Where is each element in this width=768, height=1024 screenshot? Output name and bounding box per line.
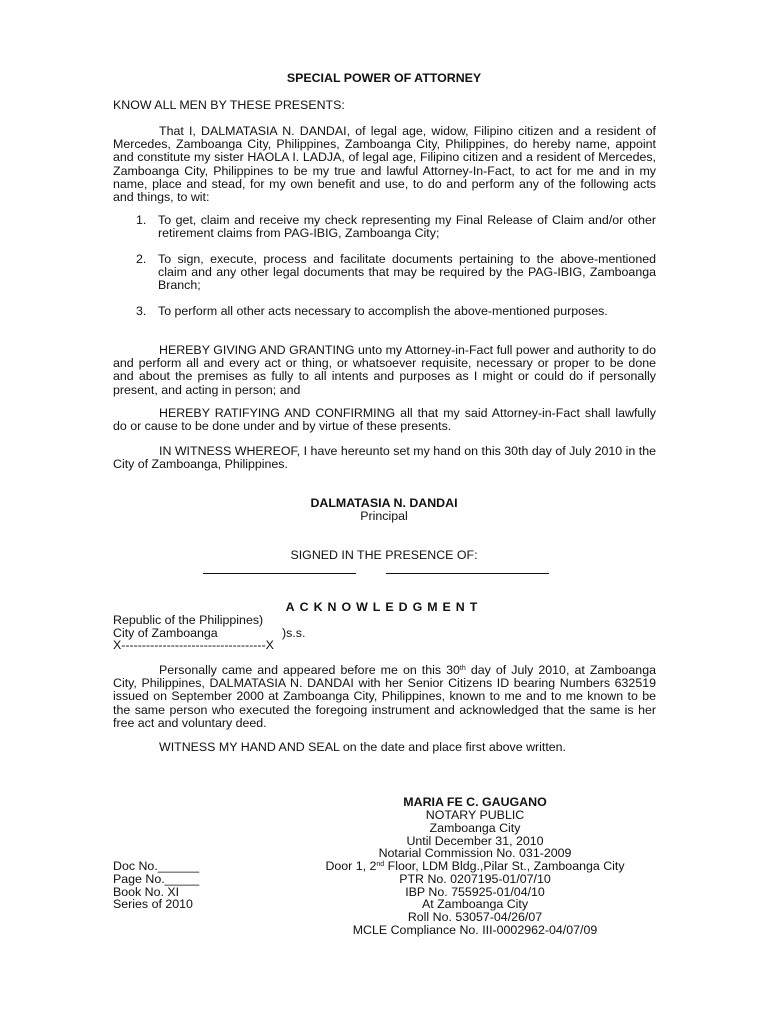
doc-no: Doc No.______ (113, 859, 200, 873)
act-number: 2. (136, 252, 147, 266)
notary-commission: Notarial Commission No. 031-2009 (378, 846, 572, 860)
ordinal-suffix: th (459, 665, 466, 672)
ordinal-suffix: nd (376, 861, 385, 868)
notary-ptr: PTR No. 0207195-01/07/10 (399, 872, 551, 886)
document-title: SPECIAL POWER OF ATTORNEY (286, 71, 482, 85)
act-text: To perform all other acts necessary to accomplish the above-mentioned purposes. (158, 304, 608, 318)
venue-line-3: X-----------------------------------X (113, 638, 274, 652)
notary-ibp: IBP No. 755925-01/04/10 (405, 885, 545, 899)
act-item-2 (136, 253, 656, 293)
notary-name: MARIA FE C. GAUGANO (403, 795, 547, 809)
ack-text-part-2: day of July 2010, at Zamboanga City, Philippines, DALMATASIA N. DANDAI with her Senior Citizens ID bearing Numbers 632519 issued on September 2000 at Zamboanga City, Philippines, known to me and to me known to be the same person who executed the foregoing instrument and acknowledged that the same is her free act and voluntary deed. (113, 663, 656, 730)
acknowledgment-heading: ACKNOWLEDGMENT (285, 600, 483, 614)
granting-paragraph: HEREBY GIVING AND GRANTING unto my Attorney-in-Fact full power and authority to do and perform all and every act or thing, or whatsoever requisite, necessary or proper to be done and about the premises as fully to all intents and purposes as I might or could do if personally present, and acting in person; and (113, 343, 656, 397)
principal-name: DALMATASIA N. DANDAI (310, 496, 458, 510)
act-item-1 (136, 214, 656, 240)
page-no: Page No._____ (113, 872, 200, 886)
witness-signature-line-1 (203, 573, 356, 574)
notary-roll: Roll No. 53057-04/26/07 (407, 910, 543, 924)
witness-seal-line: WITNESS MY HAND AND SEAL on the date and place first above written. (159, 740, 567, 754)
book-no: Book No. XI (113, 885, 180, 899)
act-item-3 (136, 305, 656, 318)
intro-paragraph: That I, DALMATASIA N. DANDAI, of legal age, widow, Filipino citizen and a resident of Mercedes, Zamboanga City, Philippines, Zamboanga City, Philippines, do hereby name, appoint and constitute my sister HAOLA I. LADJA, of legal age, Filipino citizen and a resident of Mercedes, Zamboanga City, Philippines to be my true and lawful Attorney-In-Fact, to act for me and in my name, place and stead, for my own benefit and use, to do and perform any of the following acts and things, to wit: (113, 124, 656, 205)
salutation: KNOW ALL MEN BY THESE PRESENTS: (113, 98, 345, 112)
act-number: 1. (136, 213, 147, 227)
notary-at: At Zamboanga City (421, 897, 529, 911)
notary-city: Zamboanga City (429, 821, 521, 835)
notary-until: Until December 31, 2010 (406, 834, 544, 848)
act-text: To sign, execute, process and facilitate documents pertaining to the above-mentioned claim and any other legal documents that may be required by the PAG-IBIG, Zamboanga Branch; (158, 252, 656, 293)
address-part-1: Door 1, 2 (325, 859, 377, 873)
address-part-2: Floor, LDM Bldg.,Pilar St., Zamboanga City (384, 859, 625, 873)
acknowledgment-paragraph (113, 664, 656, 730)
act-number: 3. (136, 304, 147, 318)
act-text: To get, claim and receive my check representing my Final Release of Claim and/or other retirement claims from PAG-IBIG, Zamboanga City; (158, 213, 656, 241)
venue-line-1: Republic of the Philippines) (113, 613, 264, 627)
witness-paragraph: IN WITNESS WHEREOF, I have hereunto set my hand on this 30th day of July 2010 in the City of Zamboanga, Philippines. (113, 444, 656, 472)
series: Series of 2010 (113, 897, 193, 911)
venue-line-2-city: City of Zamboanga (113, 626, 218, 640)
principal-role: Principal (360, 509, 408, 523)
notary-mcle: MCLE Compliance No. III-0002962-04/07/09 (352, 923, 598, 937)
witness-signature-line-2 (386, 573, 549, 574)
notary-title: NOTARY PUBLIC (425, 808, 525, 822)
signed-in-presence: SIGNED IN THE PRESENCE OF: (290, 548, 478, 562)
ratifying-paragraph: HEREBY RATIFYING AND CONFIRMING all that my said Attorney-in-Fact shall lawfully do or cause to be done under and by virtue of these presents. (113, 406, 656, 434)
ack-text-part-1: Personally came and appeared before me on this 30 (159, 663, 460, 677)
venue-line-2-ss: )s.s. (282, 626, 306, 640)
